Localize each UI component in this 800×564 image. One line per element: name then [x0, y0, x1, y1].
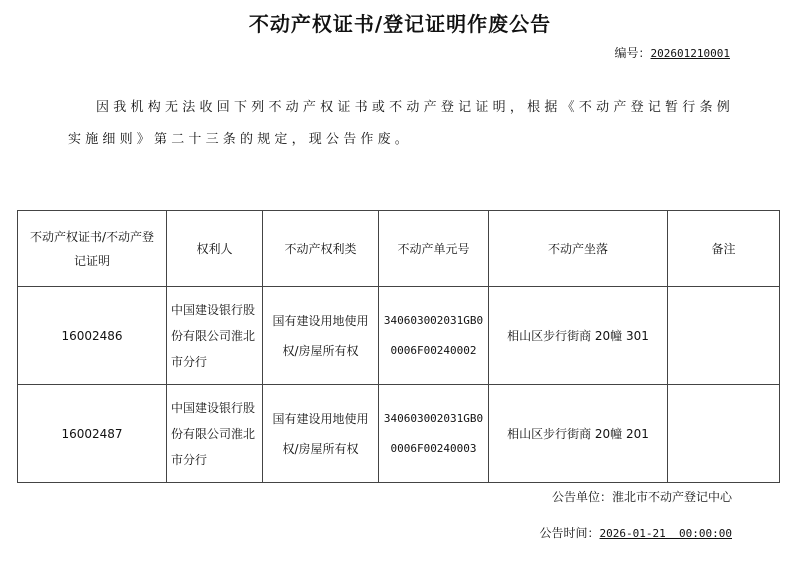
table-row — [18, 385, 780, 483]
header-right-type: 不动产权利类 — [263, 211, 379, 287]
notice-time — [540, 524, 732, 541]
notice-time-label: 公告时间： — [539, 526, 600, 540]
cell-location: 相山区步行街商 20幢 301 — [489, 287, 668, 385]
cell-unit-no: 340603002031GB00006F00240003 — [379, 385, 489, 483]
cell-right-type: 国有建设用地使用权/房屋所有权 — [263, 385, 379, 483]
cell-remark — [668, 385, 780, 483]
table-row — [18, 287, 780, 385]
issuing-unit-value: 淮北市不动产登记中心 — [611, 490, 732, 504]
header-holder: 权利人 — [167, 211, 263, 287]
cell-location: 相山区步行街商 20幢 201 — [489, 385, 668, 483]
cell-holder: 中国建设银行股份有限公司淮北市分行 — [167, 385, 263, 483]
cell-right-type: 国有建设用地使用权/房屋所有权 — [263, 287, 379, 385]
cell-holder: 中国建设银行股份有限公司淮北市分行 — [167, 287, 263, 385]
serial-value: 202601210001 — [650, 47, 730, 60]
void-certificate-table — [17, 210, 780, 483]
serial-label: 编号： — [614, 46, 651, 60]
header-unit-no: 不动产单元号 — [379, 211, 489, 287]
notice-body: 因我机构无法收回下列不动产权证书或不动产登记证明，根据《不动产登记暂行条例实施细则》第二十三条的规定，现公告作废。 — [68, 100, 734, 147]
table-header-row — [18, 211, 780, 287]
notice-title: 不动产权证书/登记证明作废公告 — [248, 12, 552, 36]
cell-unit-no: 340603002031GB00006F00240002 — [379, 287, 489, 385]
header-cert-no: 不动产权证书/不动产登记证明 — [18, 211, 167, 287]
header-location: 不动产坐落 — [489, 211, 668, 287]
cell-remark — [668, 287, 780, 385]
cell-cert-no: 16002486 — [18, 287, 167, 385]
issuing-unit — [552, 488, 732, 505]
header-remark: 备注 — [668, 211, 780, 287]
notice-time-value: 2026-01-21 00:00:00 — [599, 527, 732, 540]
cell-cert-no: 16002487 — [18, 385, 167, 483]
issuing-unit-label: 公告单位： — [551, 490, 612, 504]
serial-number — [615, 44, 731, 61]
